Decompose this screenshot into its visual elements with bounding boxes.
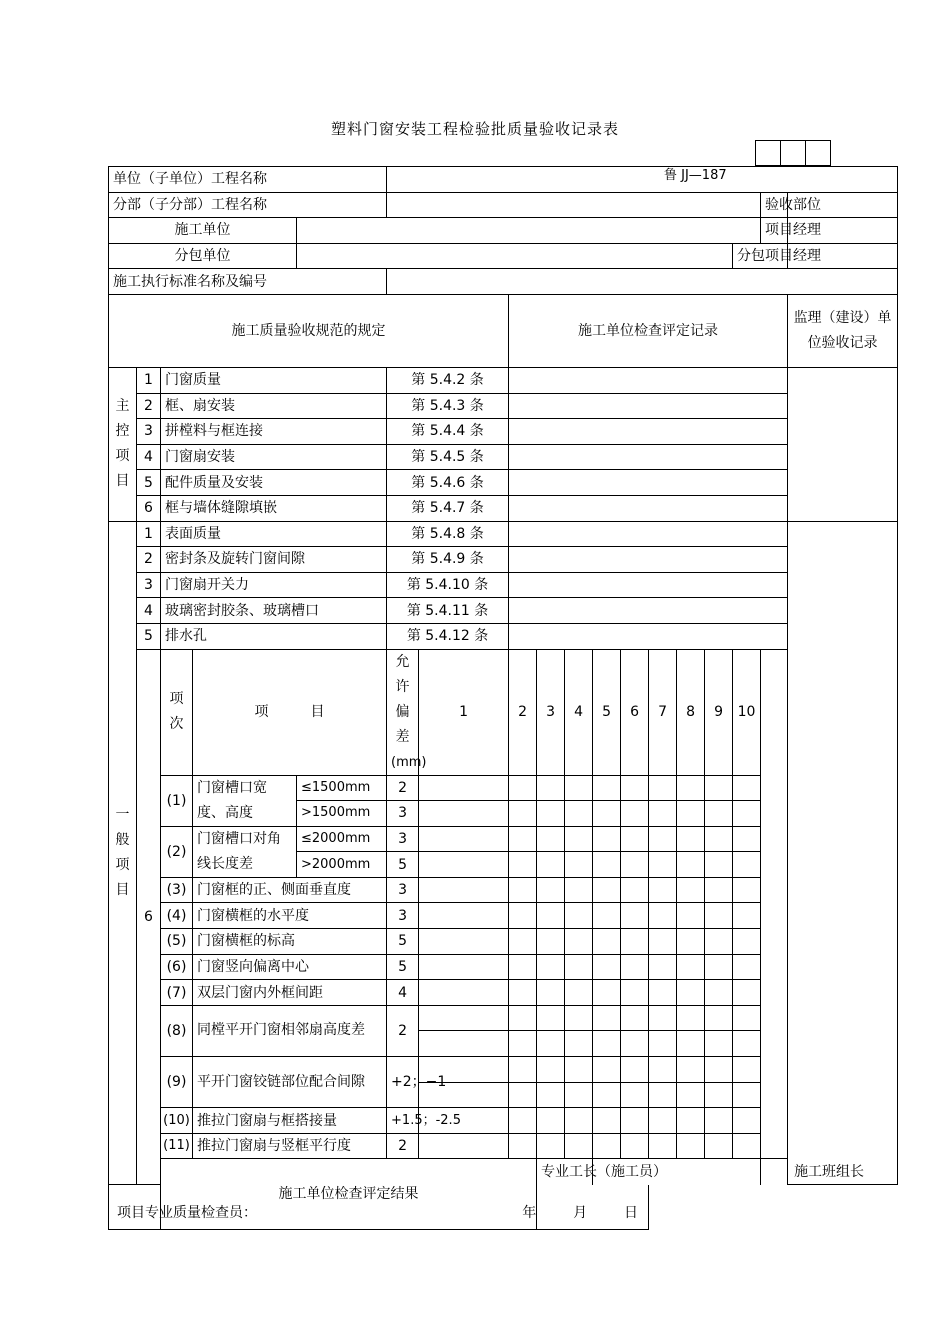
measure-cell[interactable] [733, 775, 761, 801]
measure-cell[interactable] [565, 1005, 593, 1031]
sub-name-value[interactable] [387, 192, 761, 218]
measure-cell[interactable] [705, 1108, 733, 1134]
measure-cell[interactable] [677, 1082, 705, 1108]
result-label: 施工单位检查评定结果 [161, 1159, 537, 1230]
measure-cell[interactable] [621, 852, 649, 878]
dev-row-value: +2；−1 [387, 1057, 419, 1108]
general-item-no: 5 [137, 623, 161, 649]
dev-row-value: 5 [387, 852, 419, 878]
supervise-cell[interactable] [788, 521, 898, 1184]
measure-cell[interactable] [593, 826, 621, 852]
measure-cell[interactable] [677, 929, 705, 955]
code-boxes [756, 140, 831, 166]
measure-cell[interactable] [705, 929, 733, 955]
general-item-name: 排水孔 [161, 623, 387, 649]
measure-cell[interactable] [705, 801, 733, 827]
measure-cell[interactable] [733, 1133, 761, 1159]
dev-row-value: 2 [387, 775, 419, 801]
dev-row-no: (4) [161, 903, 193, 929]
main-item-no: 1 [137, 367, 161, 393]
measure-cell[interactable] [621, 1057, 649, 1083]
measure-cell[interactable] [733, 1005, 761, 1031]
measure-cell[interactable] [733, 1082, 761, 1108]
dev-row-value: 5 [387, 929, 419, 955]
main-item-clause: 第 5.4.6 条 [387, 470, 509, 496]
main-item-name: 门窗质量 [161, 367, 387, 393]
measure-cell[interactable] [593, 980, 621, 1006]
dev-row-value: 3 [387, 903, 419, 929]
measure-cell[interactable] [593, 1108, 621, 1134]
measure-cell[interactable] [733, 1031, 761, 1057]
general-item-clause: 第 5.4.10 条 [387, 572, 509, 598]
dev-row-no: (6) [161, 954, 193, 980]
measure-cell[interactable] [649, 1057, 677, 1083]
measure-cell[interactable] [649, 877, 677, 903]
supervise-header: 监理（建设）单位验收记录 [788, 294, 898, 367]
dev-row-value: 5 [387, 954, 419, 980]
dev-row-cond: >1500mm [297, 801, 387, 827]
record-cell[interactable] [509, 393, 788, 419]
main-group-label: 主控项目 [109, 367, 137, 521]
main-item-name: 门窗扇安装 [161, 444, 387, 470]
inspection-table [108, 166, 898, 1230]
measure-cell[interactable] [677, 1031, 705, 1057]
measure-cell[interactable] [621, 1082, 649, 1108]
measure-cell[interactable] [537, 877, 565, 903]
main-item-clause: 第 5.4.3 条 [387, 393, 509, 419]
dev-allow-label: 允许偏差 [395, 653, 410, 745]
general-item-name: 密封条及旋转门窗间隙 [161, 547, 387, 573]
measure-cell[interactable] [621, 801, 649, 827]
team-label: 施工班组长 [761, 1159, 898, 1185]
main-item-name: 拼樘料与框连接 [161, 419, 387, 445]
accept-part-label: 验收部位 [761, 192, 788, 218]
measure-cell[interactable] [705, 852, 733, 878]
record-cell[interactable] [509, 547, 788, 573]
form-code: 鲁 JJ—187 [664, 168, 727, 183]
general-item-clause: 第 5.4.12 条 [387, 623, 509, 649]
measure-cell[interactable] [621, 980, 649, 1006]
dev-allow-unit: (mm) [391, 754, 427, 770]
measure-cell[interactable] [677, 801, 705, 827]
dev-row-no: (2) [161, 826, 193, 877]
measure-cell[interactable] [537, 1031, 565, 1057]
measure-cell[interactable] [705, 877, 733, 903]
measure-cell[interactable] [705, 826, 733, 852]
main-item-no: 6 [137, 495, 161, 521]
measure-cell[interactable] [649, 1108, 677, 1134]
measure-cell[interactable] [593, 1031, 621, 1057]
measure-cell[interactable] [649, 1082, 677, 1108]
measure-cell[interactable] [419, 826, 509, 852]
main-item-clause: 第 5.4.7 条 [387, 495, 509, 521]
general-item-no: 1 [137, 521, 161, 547]
dev-seq-header: 项次 [161, 649, 193, 775]
main-item-clause: 第 5.4.4 条 [387, 419, 509, 445]
dev-row-no: (9) [161, 1057, 193, 1108]
general-item-clause: 第 5.4.9 条 [387, 547, 509, 573]
measure-cell[interactable] [733, 980, 761, 1006]
measure-cell[interactable] [649, 929, 677, 955]
general-item-name: 表面质量 [161, 521, 387, 547]
measure-cell[interactable] [537, 1057, 565, 1083]
dev-row-name: 门窗槽口对角线长度差 [193, 826, 297, 877]
standard-value[interactable] [387, 269, 898, 295]
point-header: 9 [705, 649, 733, 775]
dev-item-no: 6 [137, 649, 161, 1185]
measure-cell[interactable] [621, 929, 649, 955]
measure-cell[interactable] [537, 1133, 565, 1159]
measure-cell[interactable] [733, 801, 761, 827]
general-group-label: 一般项目 [109, 521, 137, 1184]
measure-cell[interactable] [593, 877, 621, 903]
dev-allow-header [387, 649, 427, 775]
dev-row-value: 2 [387, 1133, 419, 1159]
general-item-no: 3 [137, 572, 161, 598]
measure-cell[interactable] [565, 852, 593, 878]
record-cell[interactable] [509, 495, 788, 521]
measure-cell[interactable] [565, 1031, 593, 1057]
record-header: 施工单位检查评定记录 [509, 294, 788, 367]
measure-cell[interactable] [649, 954, 677, 980]
measure-cell[interactable] [649, 980, 677, 1006]
measure-cell[interactable] [537, 1108, 565, 1134]
dev-row-name: 门窗竖向偏离中心 [193, 954, 387, 980]
measure-cell[interactable] [593, 852, 621, 878]
spec-header: 施工质量验收规范的规定 [109, 294, 509, 367]
dev-row-no: (8) [161, 1005, 193, 1056]
main-item-no: 4 [137, 444, 161, 470]
record-cell[interactable] [509, 470, 788, 496]
measure-cell[interactable] [733, 826, 761, 852]
dev-row-cond: ≤1500mm [297, 775, 387, 801]
measure-cell[interactable] [593, 1005, 621, 1031]
measure-cell[interactable] [565, 1108, 593, 1134]
record-cell[interactable] [509, 419, 788, 445]
dev-row-value: 3 [387, 877, 419, 903]
measure-cell[interactable] [621, 877, 649, 903]
measure-cell[interactable] [677, 1057, 705, 1083]
measure-cell[interactable] [509, 801, 537, 827]
measure-cell[interactable] [705, 775, 733, 801]
main-item-name: 框与墙体缝隙填嵌 [161, 495, 387, 521]
measure-cell[interactable] [677, 954, 705, 980]
measure-cell[interactable] [593, 954, 621, 980]
measure-cell[interactable] [565, 801, 593, 827]
measure-cell[interactable] [509, 877, 537, 903]
measure-cell[interactable] [419, 980, 509, 1006]
measure-cell[interactable] [621, 1031, 649, 1057]
measure-cell[interactable] [509, 954, 537, 980]
measure-cell[interactable] [621, 903, 649, 929]
measure-cell[interactable] [621, 954, 649, 980]
main-item-no: 3 [137, 419, 161, 445]
dev-row-name: 门窗横框的水平度 [193, 903, 387, 929]
date-day: 日 [624, 1205, 639, 1221]
measure-cell[interactable] [565, 1057, 593, 1083]
measure-cell[interactable] [677, 1133, 705, 1159]
measure-cell[interactable] [733, 929, 761, 955]
main-item-name: 配件质量及安装 [161, 470, 387, 496]
dev-row-no: (5) [161, 929, 193, 955]
measure-cell[interactable] [649, 1031, 677, 1057]
measure-cell[interactable] [509, 1133, 537, 1159]
measure-cell[interactable] [733, 954, 761, 980]
measure-cell[interactable] [705, 1057, 733, 1083]
measure-cell[interactable] [677, 775, 705, 801]
dev-row-cond: >2000mm [297, 852, 387, 878]
dev-row-no: (7) [161, 980, 193, 1006]
measure-cell[interactable] [621, 775, 649, 801]
dev-row-name: 双层门窗内外框间距 [193, 980, 387, 1006]
main-item-clause: 第 5.4.5 条 [387, 444, 509, 470]
measure-cell[interactable] [621, 1133, 649, 1159]
measure-cell[interactable] [537, 775, 565, 801]
main-item-no: 5 [137, 470, 161, 496]
measure-cell[interactable] [593, 1057, 621, 1083]
measure-cell[interactable] [509, 775, 537, 801]
dev-row-value: 3 [387, 826, 419, 852]
measure-cell[interactable] [419, 903, 509, 929]
measure-cell[interactable] [537, 826, 565, 852]
foreman-label: 专业工长（施工员） [537, 1159, 593, 1185]
measure-cell[interactable] [419, 1031, 509, 1057]
measure-cell[interactable] [593, 1133, 621, 1159]
measure-cell[interactable] [593, 801, 621, 827]
supervise-cell[interactable] [788, 367, 898, 521]
measure-cell[interactable] [509, 1082, 537, 1108]
measure-cell[interactable] [537, 903, 565, 929]
measure-cell[interactable] [565, 929, 593, 955]
measure-cell[interactable] [419, 852, 509, 878]
measure-cell[interactable] [565, 954, 593, 980]
point-header: 1 [419, 649, 509, 775]
measure-cell[interactable] [509, 1005, 537, 1031]
unit-name-value[interactable] [387, 167, 898, 193]
measure-cell[interactable] [621, 1005, 649, 1031]
measure-cell[interactable] [537, 929, 565, 955]
point-header: 8 [677, 649, 705, 775]
dev-row-value: +1.5；-2.5 [387, 1108, 419, 1134]
measure-cell[interactable] [677, 980, 705, 1006]
point-header: 4 [565, 649, 593, 775]
dev-row-value: 2 [387, 1005, 419, 1056]
construct-unit-label: 施工单位 [109, 218, 297, 244]
measure-cell[interactable] [419, 801, 509, 827]
measure-cell[interactable] [537, 980, 565, 1006]
measure-cell[interactable] [705, 1031, 733, 1057]
measure-cell[interactable] [649, 1133, 677, 1159]
record-cell[interactable] [509, 572, 788, 598]
measure-cell[interactable] [509, 1108, 537, 1134]
general-item-no: 4 [137, 598, 161, 624]
general-item-name: 玻璃密封胶条、玻璃槽口 [161, 598, 387, 624]
dev-row-no: (10) [161, 1108, 193, 1134]
measure-cell[interactable] [621, 826, 649, 852]
measure-cell[interactable] [565, 980, 593, 1006]
general-item-clause: 第 5.4.11 条 [387, 598, 509, 624]
dev-row-name: 推拉门窗扇与框搭接量 [193, 1108, 387, 1134]
measure-cell[interactable] [733, 852, 761, 878]
measure-cell[interactable] [509, 980, 537, 1006]
measure-cell[interactable] [509, 1031, 537, 1057]
measure-cell[interactable] [705, 1082, 733, 1108]
dev-row-name: 同樘平开门窗相邻扇高度差 [193, 1005, 387, 1056]
sub-unit-value[interactable] [297, 243, 733, 269]
measure-cell[interactable] [677, 1005, 705, 1031]
dev-row-name: 门窗横框的标高 [193, 929, 387, 955]
measure-cell[interactable] [537, 1082, 565, 1108]
measure-cell[interactable] [419, 1133, 509, 1159]
measure-cell[interactable] [509, 1057, 537, 1083]
measure-cell[interactable] [649, 903, 677, 929]
point-header: 7 [649, 649, 677, 775]
measure-cell[interactable] [705, 1133, 733, 1159]
dev-row-no: (1) [161, 775, 193, 826]
dev-row-no: (11) [161, 1133, 193, 1159]
measure-cell[interactable] [565, 775, 593, 801]
dev-row-value: 4 [387, 980, 419, 1006]
record-cell[interactable] [509, 623, 788, 649]
measure-cell[interactable] [677, 877, 705, 903]
measure-cell[interactable] [705, 954, 733, 980]
measure-cell[interactable] [537, 954, 565, 980]
measure-cell[interactable] [733, 877, 761, 903]
dev-row-cond: ≤2000mm [297, 826, 387, 852]
point-header: 6 [621, 649, 649, 775]
point-header: 3 [537, 649, 565, 775]
measure-cell[interactable] [649, 775, 677, 801]
sub-pm-label: 分包项目经理 [733, 243, 788, 269]
main-item-clause: 第 5.4.2 条 [387, 367, 509, 393]
measure-cell[interactable] [509, 852, 537, 878]
measure-cell[interactable] [537, 852, 565, 878]
record-cell[interactable] [509, 598, 788, 624]
measure-cell[interactable] [677, 852, 705, 878]
measure-cell[interactable] [419, 954, 509, 980]
general-item-name: 门窗扇开关力 [161, 572, 387, 598]
measure-cell[interactable] [509, 903, 537, 929]
measure-cell[interactable] [733, 1057, 761, 1083]
measure-cell[interactable] [419, 1005, 509, 1031]
point-header: 2 [509, 649, 537, 775]
measure-cell[interactable] [677, 826, 705, 852]
record-cell[interactable] [509, 444, 788, 470]
measure-cell[interactable] [537, 1005, 565, 1031]
standard-label: 施工执行标准名称及编号 [109, 269, 387, 295]
dev-row-value: 3 [387, 801, 419, 827]
measure-cell[interactable] [621, 1108, 649, 1134]
date-year: 年 [522, 1205, 537, 1221]
main-item-name: 框、扇安装 [161, 393, 387, 419]
dev-row-name: 门窗框的正、侧面垂直度 [193, 877, 387, 903]
sub-unit-label: 分包单位 [109, 243, 297, 269]
page-title: 塑料门窗安装工程检验批质量验收记录表 [330, 120, 619, 138]
construct-unit-value[interactable] [297, 218, 761, 244]
measure-cell[interactable] [419, 877, 509, 903]
measure-cell[interactable] [593, 903, 621, 929]
measure-cell[interactable] [705, 1005, 733, 1031]
measure-cell[interactable] [565, 1082, 593, 1108]
measure-cell[interactable] [509, 826, 537, 852]
measure-cell[interactable] [677, 1108, 705, 1134]
measure-cell[interactable] [565, 903, 593, 929]
point-header: 10 [733, 649, 761, 775]
dev-row-name: 门窗槽口宽度、高度 [193, 775, 297, 826]
measure-cell[interactable] [733, 903, 761, 929]
unit-name-label: 单位（子单位）工程名称 [109, 167, 387, 193]
measure-cell[interactable] [593, 775, 621, 801]
dev-item-header: 项 目 [193, 649, 387, 775]
inspector-label: 项目专业质量检查员： [117, 1205, 257, 1221]
main-item-no: 2 [137, 393, 161, 419]
measure-cell[interactable] [677, 903, 705, 929]
measure-cell[interactable] [649, 1005, 677, 1031]
measure-cell[interactable] [733, 1108, 761, 1134]
sub-name-label: 分部（子分部）工程名称 [109, 192, 387, 218]
measure-cell[interactable] [537, 801, 565, 827]
record-cell[interactable] [509, 521, 788, 547]
measure-cell[interactable] [565, 826, 593, 852]
measure-cell[interactable] [593, 1082, 621, 1108]
dev-row-name: 平开门窗铰链部位配合间隙 [193, 1057, 387, 1108]
measure-cell[interactable] [649, 801, 677, 827]
date-month: 月 [573, 1205, 588, 1221]
measure-cell[interactable] [649, 852, 677, 878]
pm-label: 项目经理 [761, 218, 788, 244]
measure-cell[interactable] [419, 929, 509, 955]
measure-cell[interactable] [565, 1133, 593, 1159]
measure-cell[interactable] [419, 775, 509, 801]
measure-cell[interactable] [705, 903, 733, 929]
dev-row-no: (3) [161, 877, 193, 903]
dev-row-name: 推拉门窗扇与竖框平行度 [193, 1133, 387, 1159]
record-cell[interactable] [509, 367, 788, 393]
measure-cell[interactable] [593, 929, 621, 955]
general-item-no: 2 [137, 547, 161, 573]
measure-cell[interactable] [649, 826, 677, 852]
measure-cell[interactable] [509, 929, 537, 955]
measure-cell[interactable] [705, 980, 733, 1006]
general-item-clause: 第 5.4.8 条 [387, 521, 509, 547]
measure-cell[interactable] [565, 877, 593, 903]
point-header: 5 [593, 649, 621, 775]
